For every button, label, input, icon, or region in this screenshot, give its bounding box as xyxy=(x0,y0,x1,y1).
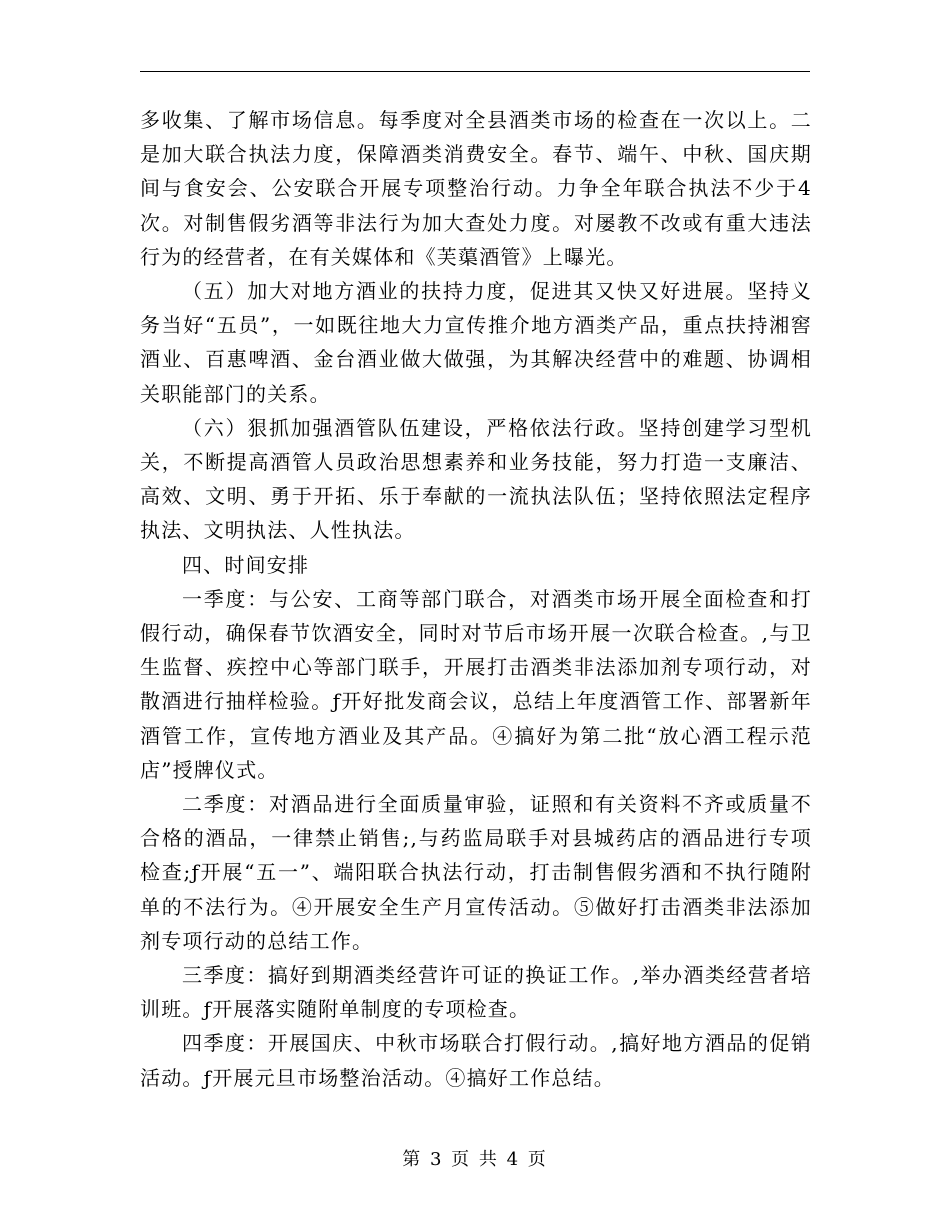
section-heading: 四、时间安排 xyxy=(182,552,310,577)
paragraph: 四季度：开展国庆、中秋市场联合打假行动。,搞好地方酒品的促销活动。ƒ开展元旦市场整治活动。④搞好工作总结。 xyxy=(140,1031,812,1090)
paragraph: （六）狠抓加强酒管队伍建设，严格依法行政。坚持创建学习型机关，不断提高酒管人员政治思想素养和业务技能，努力打造一支廉洁、高效、文明、勇于开拓、乐于奉献的一流执法队伍；坚持依照法定程序执法、文明执法、人性执法。 xyxy=(140,415,812,543)
paragraph: 一季度：与公安、工商等部门联合，对酒类市场开展全面检查和打假行动，确保春节饮酒安全，同时对节后市场开展一次联合检查。,与卫生监督、疾控中心等部门联手，开展打击酒类非法添加剂专项行动，对散酒进行抽样检验。ƒ开好批发商会议，总结上年度酒管工作、部署新年酒管工作，宣传地方酒业及其产品。④搞好为第二批“放心酒工程示范店”授牌仪式。 xyxy=(140,586,812,782)
paragraph: （五）加大对地方酒业的扶持力度，促进其又快又好进展。坚持义务当好“五员”，一如既往地大力宣传推介地方酒类产品，重点扶持湘窖酒业、百惠啤酒、金台酒业做大做强，为其解决经营中的难题、协调相关职能部门的关系。 xyxy=(140,279,812,406)
page-number-footer: 第 3 页 共 4 页 xyxy=(402,1149,548,1170)
paragraph: 三季度：搞好到期酒类经营许可证的换证工作。,举办酒类经营者培训班。ƒ开展落实随附单制度的专项检查。 xyxy=(140,963,812,1022)
paragraph: 二季度：对酒品进行全面质量审验，证照和有关资料不齐或质量不合格的酒品，一律禁止销售;,与药监局联手对县城药店的酒品进行专项检查;ƒ开展“五一”、端阳联合执法行动，打击制售假劣酒和不执行随附单的不法行为。④开展安全生产月宣传活动。⑤做好打击酒类非法添加剂专项行动的总结工作。 xyxy=(140,792,812,953)
document-body xyxy=(140,103,812,1095)
paragraph: 多收集、了解市场信息。每季度对全县酒类市场的检查在一次以上。二是加大联合执法力度，保障酒类消费安全。春节、端午、中秋、国庆期间与食安会、公安联合开展专项整治行动。力争全年联合执法不少于4次。对制售假劣酒等非法行为加大查处力度。对屡教不改或有重大违法行为的经营者，在有关媒体和《芙蕖酒管》上曝光。 xyxy=(140,108,812,269)
header-rule xyxy=(140,71,810,72)
